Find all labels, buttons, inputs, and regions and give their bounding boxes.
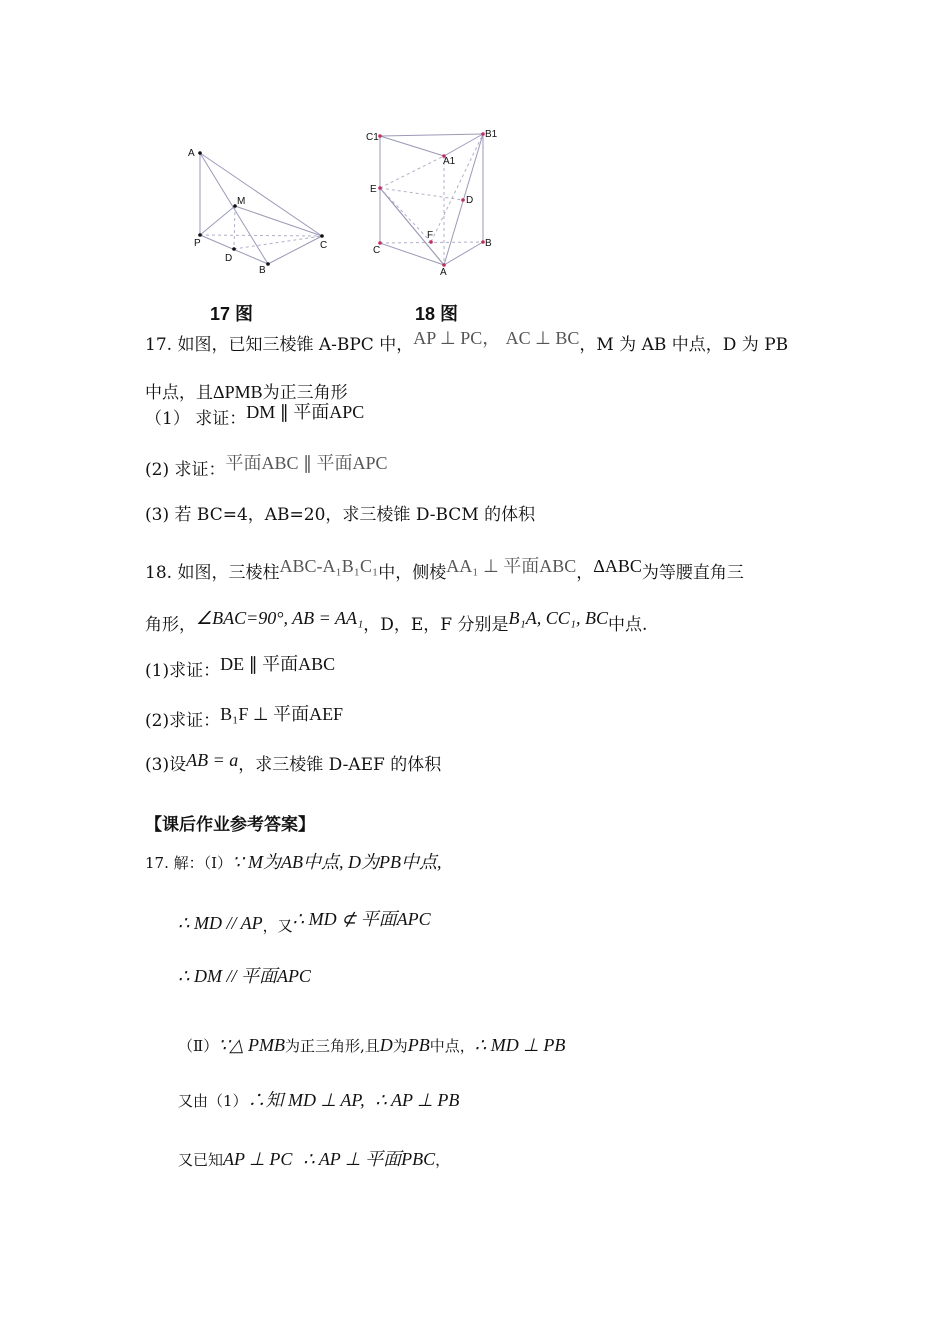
label-C1: C1 [366, 132, 379, 143]
math-md-perp-pb: ∴ MD ⊥ PB [474, 1035, 566, 1055]
text: ， [576, 563, 594, 583]
math-ap-perp-pc: AP ⊥ PC [223, 1149, 293, 1169]
point-P [198, 233, 202, 237]
text: 中，侧棱 [378, 563, 447, 583]
point-D [461, 198, 465, 202]
math-triangle-pmb: ΔPMB [213, 382, 263, 402]
problem-17-statement-line2 [145, 378, 348, 403]
math-aa1-perp-abc: AA₁ ⊥ 平面ABC [446, 556, 577, 576]
math-b1f-perp-aef: B₁F ⊥ 平面AEF [220, 704, 344, 724]
math-ab-eq-a: AB = a [186, 750, 239, 770]
text: 18. 如图，三棱柱 [145, 563, 280, 583]
label-D: D [466, 195, 474, 206]
figure-18 [362, 122, 512, 282]
problem-18-q3 [145, 750, 441, 775]
label-A: A [188, 148, 195, 159]
text: 17. 如图，已知三棱锥 A-BPC 中， [145, 335, 414, 355]
math-abc-parallel-apc: 平面ABC ∥ 平面APC [225, 453, 388, 473]
question-label: (2)求证： [145, 711, 221, 731]
text: 中点，且 [145, 383, 213, 403]
math-md-parallel-ap: ∴ MD // AP [178, 913, 263, 933]
label-A1: A1 [443, 156, 456, 167]
label-D: D [225, 253, 233, 264]
label-B: B [485, 238, 492, 249]
answer-step-1 [145, 848, 442, 874]
text: （Ⅱ） [178, 1037, 219, 1055]
math-prism: ABC-A₁B₁C₁ [279, 556, 379, 576]
text: ，求三棱锥 D-AEF 的体积 [238, 755, 442, 775]
text: 17. 解：（Ⅰ） [145, 854, 233, 872]
math-d: D [379, 1035, 393, 1055]
problem-18-statement [145, 558, 744, 584]
figure-18-caption: 18 图 [415, 304, 459, 324]
question-label: （1） 求证： [145, 409, 247, 429]
math-de-parallel-abc: DE ∥ 平面ABC [220, 654, 336, 674]
question-label: (2) 求证： [145, 460, 226, 480]
text: 中点. [608, 615, 648, 635]
answer-step-3 [178, 962, 311, 988]
point-C [320, 234, 324, 238]
label-P: P [194, 238, 201, 249]
text: 为正三角形 [262, 383, 348, 403]
answer-step-4 [178, 1035, 565, 1056]
problem-17-q2 [145, 455, 388, 481]
point-D [232, 247, 236, 251]
text: 又由（1） [178, 1092, 248, 1110]
math-ap-perp-pb: ∴ AP ⊥ PB [375, 1090, 460, 1110]
label-M: M [237, 196, 246, 207]
math-ap-perp-pc: AP ⊥ PC， [413, 328, 501, 348]
problem-18-statement-line2 [145, 610, 647, 635]
math-midpoints: B₁A, CC₁, BC [508, 608, 608, 628]
answer-step-5 [178, 1086, 459, 1112]
text: (3)设 [145, 755, 187, 775]
problem-18-q2 [145, 706, 343, 732]
math-ap-perp-pbc: ∴ AP ⊥ 平面PBC [303, 1149, 436, 1169]
math-ac-perp-bc: AC ⊥ BC [505, 328, 580, 348]
math-triangle-pmb: ∵△ PMB [218, 1035, 285, 1055]
problem-17-q1 [145, 404, 364, 430]
text: 为 [392, 1037, 408, 1055]
text: ，D，E，F 分别是 [363, 615, 509, 635]
point-B [266, 262, 270, 266]
math-dm-parallel-apc: ∴ DM // 平面APC [178, 966, 311, 986]
text: ， [435, 1151, 451, 1169]
math-pb: PB [407, 1035, 430, 1055]
math-md-perp-ap: ∴知 MD ⊥ AP, [247, 1090, 365, 1110]
math-midpoints: ∵ M为AB中点, D为PB中点, [232, 852, 442, 872]
point-E [378, 186, 382, 190]
text: 中点， [429, 1037, 475, 1055]
problem-18-q1 [145, 656, 335, 682]
math-md-not-in-apc: ∴ MD ⊄ 平面APC [292, 909, 431, 929]
label-A: A [440, 267, 447, 278]
text: ，M 为 AB 中点，D 为 PB [579, 335, 789, 355]
point-A [198, 151, 202, 155]
figure-17 [180, 140, 340, 280]
problem-17-statement [145, 330, 788, 356]
text: 角形， [145, 615, 196, 635]
answer-step-2 [178, 905, 431, 935]
math-dm-parallel-apc: DM ∥ 平面APC [246, 402, 365, 422]
text: 为等腰直角三 [641, 563, 744, 583]
answers-heading: 【课后作业参考答案】 [145, 815, 315, 835]
figure-17-caption: 17 图 [210, 304, 254, 324]
math-triangle-abc: ΔABC [593, 556, 642, 576]
math-angle-bac: ∠BAC=90°, AB = AA₁ [196, 608, 364, 628]
text: ，又 [262, 917, 293, 935]
label-B: B [259, 265, 266, 276]
text: 为正三角形,且 [284, 1037, 380, 1055]
label-F: F [427, 230, 434, 241]
problem-17-q3: (3) 若 BC=4，AB=20，求三棱锥 D-BCM 的体积 [145, 505, 536, 525]
label-C: C [320, 240, 328, 251]
text: 又已知 [178, 1151, 224, 1169]
answer-step-6 [178, 1145, 450, 1171]
label-C: C [373, 245, 381, 256]
question-label: (1)求证： [145, 661, 221, 681]
label-B1: B1 [485, 129, 498, 140]
label-E: E [370, 184, 377, 195]
